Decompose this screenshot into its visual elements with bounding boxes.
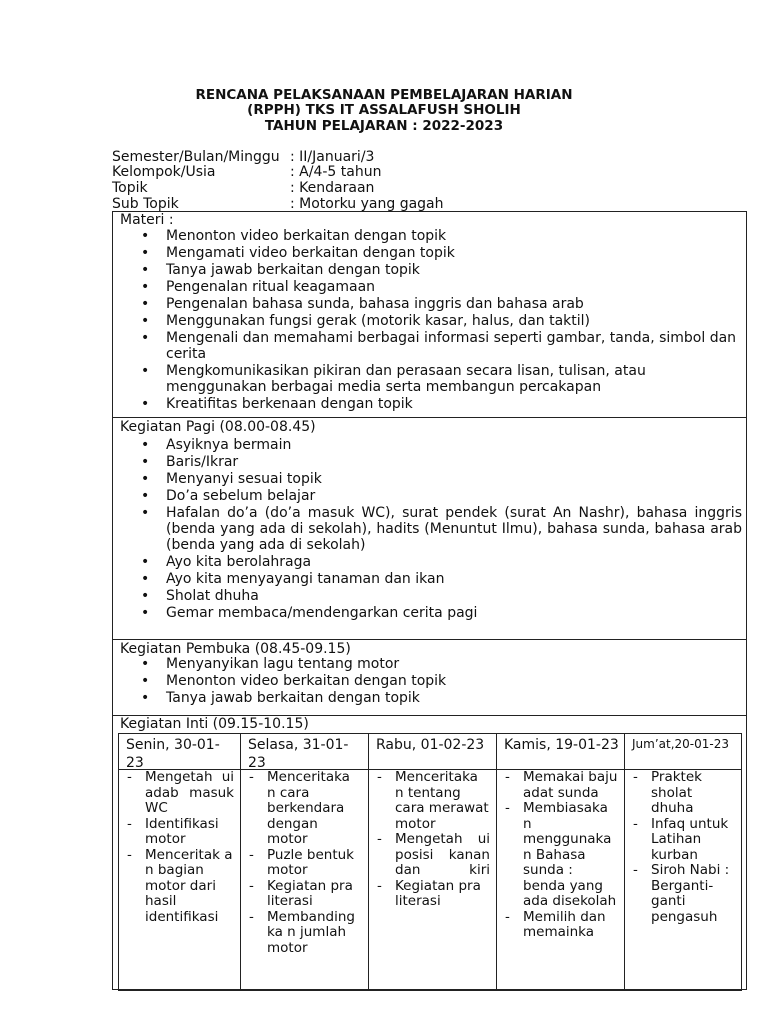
day-column-rabu <box>368 734 496 990</box>
kegiatan-pembuka-list <box>113 656 746 707</box>
weekly-schedule-table <box>118 733 742 991</box>
kegiatan-pagi-item: • Baris/Ikrar <box>113 454 746 470</box>
day-activity: - Mengetah ui adab masuk WC <box>119 770 240 817</box>
materi-item: • Menggunakan fungsi gerak (motorik kasar, halus, dan taktil) <box>113 313 746 329</box>
day-header: Selasa, 31-01-23 <box>241 734 368 770</box>
day-activity: - Siroh Nabi : Berganti-ganti pengasuh <box>625 863 741 925</box>
day-activity: - Menceritak a n bagian motor dari hasil identifikasi <box>119 848 240 926</box>
day-column-selasa <box>240 734 368 990</box>
kegiatan-pembuka-item: • Menyanyikan lagu tentang motor <box>113 656 746 672</box>
materi-item: • Mengamati video berkaitan dengan topik <box>113 245 746 261</box>
kegiatan-pagi-list <box>113 437 746 622</box>
kegiatan-pagi-item: • Sholat dhuha <box>113 588 746 604</box>
day-activity: - Menceritaka n cara berkendara dengan motor <box>241 770 368 848</box>
info-label: Topik <box>112 180 148 196</box>
materi-list <box>113 228 746 413</box>
materi-item: • Mengkomunikasikan pikiran dan perasaan secara lisan, tulisan, atau menggunakan berbagai media serta membangun percakapan <box>113 363 746 395</box>
day-column-jumat <box>624 734 741 990</box>
day-activity: - Kegiatan pra literasi <box>369 879 496 910</box>
info-label: Kelompok/Usia <box>112 164 216 180</box>
day-activity-list <box>119 770 240 925</box>
document-title-line-2: (RPPH) TKS IT ASSALAFUSH SHOLIH <box>247 102 521 118</box>
kegiatan-pagi-item: • Hafalan do’a (do’a masuk WC), surat pendek (surat An Nashr), bahasa inggris (benda yang ada di sekolah), hadits (Menuntut Ilmu), bahasa sunda, bahasa arab (benda yang ada di sekolah) <box>113 505 746 553</box>
document-title-line-1: RENCANA PELAKSANAAN PEMBELAJARAN HARIAN <box>195 87 573 103</box>
materi-section <box>112 211 747 418</box>
day-column-kamis <box>496 734 624 990</box>
day-activity: - Memilih dan memainka <box>497 910 624 941</box>
day-header: Kamis, 19-01-23 <box>497 734 624 770</box>
day-activity: - Puzle bentuk motor <box>241 848 368 879</box>
day-activity: - Memakai baju adat sunda <box>497 770 624 801</box>
day-activity: - Membiasaka n menggunaka n Bahasa sunda : benda yang ada disekolah <box>497 801 624 910</box>
kegiatan-pagi-item: • Gemar membaca/mendengarkan cerita pagi <box>113 605 746 621</box>
kegiatan-pagi-item: • Ayo kita menyayangi tanaman dan ikan <box>113 571 746 587</box>
day-activity-list <box>369 770 496 910</box>
kegiatan-inti-title: Kegiatan Inti (09.15-10.15) <box>120 716 309 732</box>
kegiatan-pembuka-item: • Menonton video berkaitan dengan topik <box>113 673 746 689</box>
kegiatan-pagi-item: • Asyiknya bermain <box>113 437 746 453</box>
materi-title: Materi : <box>120 212 174 228</box>
info-label: Semester/Bulan/Minggu <box>112 149 280 165</box>
day-activity: - Membanding ka n jumlah motor <box>241 910 368 957</box>
kegiatan-pagi-title: Kegiatan Pagi (08.00-08.45) <box>120 419 316 435</box>
day-column-senin <box>119 734 240 990</box>
kegiatan-pagi-item: • Do’a sebelum belajar <box>113 488 746 504</box>
day-activity-list <box>497 770 624 941</box>
info-label: Sub Topik <box>112 196 179 212</box>
info-value: : Kendaraan <box>290 180 375 196</box>
materi-item: • Menonton video berkaitan dengan topik <box>113 228 746 244</box>
kegiatan-pembuka-section <box>112 639 747 716</box>
day-activity-list <box>625 770 741 925</box>
info-value: : A/4-5 tahun <box>290 164 382 180</box>
kegiatan-pagi-item: • Ayo kita berolahraga <box>113 554 746 570</box>
materi-item: • Mengenali dan memahami berbagai informasi seperti gambar, tanda, simbol dan cerita <box>113 330 746 362</box>
day-activity: - Kegiatan pra literasi <box>241 879 368 910</box>
materi-item: • Tanya jawab berkaitan dengan topik <box>113 262 746 278</box>
document-title-line-3: TAHUN PELAJARAN : 2022-2023 <box>264 118 504 134</box>
materi-item: • Pengenalan bahasa sunda, bahasa inggris dan bahasa arab <box>113 296 746 312</box>
day-header: Jum’at,20-01-23 <box>625 734 741 770</box>
info-value: : Motorku yang gagah <box>290 196 444 212</box>
day-activity: - Mengetah ui posisi kanan dan kiri <box>369 832 496 879</box>
day-activity-list <box>241 770 368 956</box>
kegiatan-pagi-section <box>112 417 747 640</box>
day-header: Senin, 30-01-23 <box>119 734 240 770</box>
kegiatan-pagi-item: • Menyanyi sesuai topik <box>113 471 746 487</box>
day-activity: - Identifikasi motor <box>119 817 240 848</box>
day-activity: - Menceritaka n tentang cara merawat motor <box>369 770 496 832</box>
materi-item: • Kreatifitas berkenaan dengan topik <box>113 396 746 412</box>
kegiatan-pembuka-title: Kegiatan Pembuka (08.45-09.15) <box>120 641 351 657</box>
day-header: Rabu, 01-02-23 <box>369 734 496 770</box>
kegiatan-pembuka-item: • Tanya jawab berkaitan dengan topik <box>113 690 746 706</box>
materi-item: • Pengenalan ritual keagamaan <box>113 279 746 295</box>
info-value: : II/Januari/3 <box>290 149 375 165</box>
day-activity: - Praktek sholat dhuha <box>625 770 741 817</box>
day-activity: - Infaq untuk Latihan kurban <box>625 817 741 864</box>
